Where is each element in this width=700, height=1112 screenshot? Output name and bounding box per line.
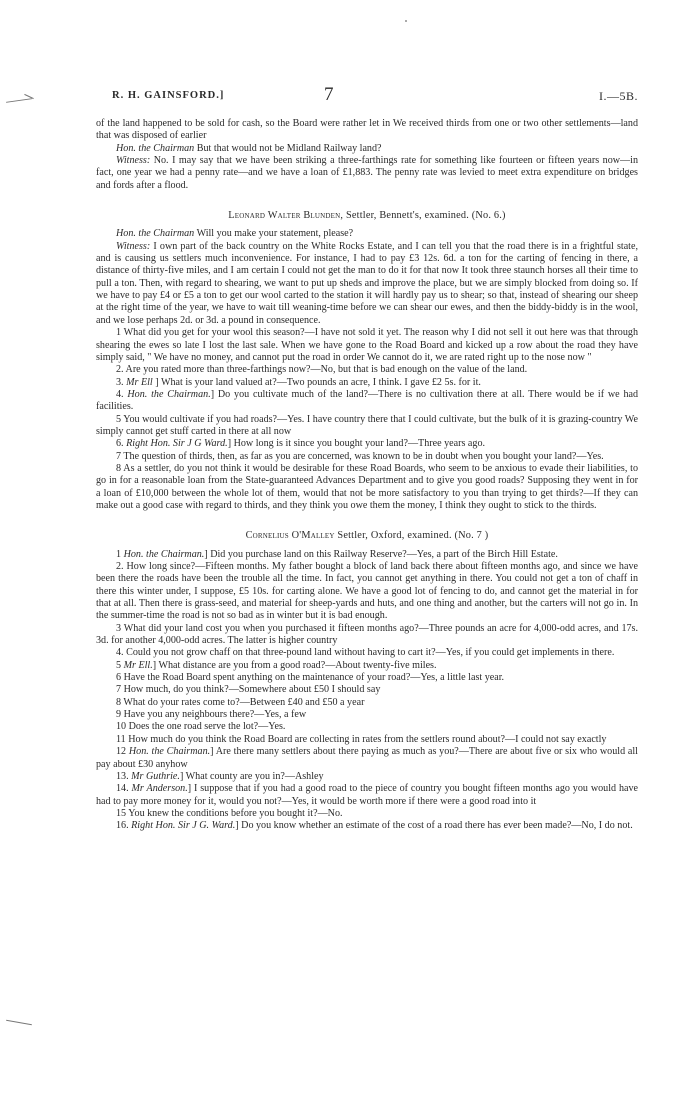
paragraph [96,549,638,561]
speaker-label: Hon. the Chairman. [127,388,211,400]
section-spacer [96,192,638,210]
speaker-label: Right Hon. Sir J G Ward. [126,438,228,450]
paragraph-text: 16. [116,820,132,832]
paragraph [96,746,638,771]
speaker-label: Hon. the Chairman [116,228,195,240]
paragraph [96,241,638,327]
paragraph-text: But that would not be Midland Railway land? [194,142,382,154]
paragraph-text: of the land happened to be sold for cash, so the Board were rather let in We received thirds from one or two other settlements—land that was disposed of earlier [96,118,638,142]
paragraph-text: 4. Could you not grow chaff on that three-pound land without having to cart it?—Yes, if you could get implements in there. [116,647,615,659]
speaker-label: Mr Ell. [123,659,153,671]
speaker-label: Mr Anderson. [131,783,188,795]
paragraph-text: ] Do you know whether an estimate of the cost of a road there has ever been made?—No, I do not. [235,820,633,832]
margin-mark-top [6,98,32,103]
paragraph [96,463,638,512]
paragraph-text: 5 You would cultivate if you had roads?—Yes. I have country there that I could cultivate, but the bulk of it is grazing-country We simply cannot get stuff carted in there at all now [96,413,638,437]
paragraph-text: 7 How much, do you think?—Somewhere about £50 I should say [116,684,381,696]
paragraph-text: ] What distance are you from a good road?—About twenty-five miles. [152,659,437,671]
paragraph [96,672,638,684]
paragraph-text: I own part of the back country on the White Rocks Estate, and I can tell you that the road there is in a frightful state, and is causing us settlers much inconvenience. For instance, I had to pay £3 12s. 6d. a ton for the carting of fencing in there, a distance of thirty-five miles, and I am certain I could not get the man to do it for that now It took three staunch horses all their time to pull a ton. Then, with regard to shearing, we want to put up sheds and improve the place, but we are simply blocked from doing so. If we have to pay £4 or £5 a ton to get our wool carted to the station it will hardly pay us to shear; so that, instead of shearing our sheep at the right time of the year, we have to wait till weaning-time before we can shear our ewes, and then the biddy-biddy is in the wool, and we lose perhaps 2d. or 3d. a pound in consequence. [96,240,638,326]
paragraph-text: ] What county are you in?—Ashley [179,770,324,782]
paragraph-text: 8 What do your rates come to?—Between £40 and £50 a year [116,696,365,708]
paragraph-text: ] How long is it since you bought your land?—Three years ago. [227,438,486,450]
paragraph [96,697,638,709]
paragraph-text: ] Did you purchase land on this Railway Reserve?—Yes, a part of the Birch Hill Estate. [204,548,558,560]
page-header [112,86,638,108]
paragraph-text: 7 The question of thirds, then, as far as you are concerned, was known to be in doubt when you bought your land?—Yes. [116,450,604,462]
speaker-label: Hon. the Chairman. [123,548,205,560]
paragraph [96,327,638,364]
paragraph-text: 1 [116,548,124,560]
paragraph [96,561,638,623]
paragraph [96,414,638,439]
paragraph-text: 13. [116,770,132,782]
paragraph-text: 14. [116,783,132,795]
paragraph-text: 6 Have the Road Board spent anything on the maintenance of your road?—Yes, a little last year. [116,672,505,684]
paragraph [96,709,638,721]
paragraph-text: 1 What did you get for your wool this season?—I have not sold it yet. The reason why I did not sell it out here was that through shearing the ewes so late I lost the last sale. When we have gone to the Road Board and kicked up a row about the road they have simply said, " We have no money, and cannot put the road in order We cannot do it, we are rated right up to the nose now " [96,327,638,363]
header-witness-reference: R. H. GAINSFORD.] [112,90,225,101]
paragraph-text: 15 You knew the conditions before you bought it?—No. [116,807,343,819]
witness-name: Cornelius O'Malley [245,530,335,542]
paragraph [96,734,638,746]
speaker-label: Witness: [116,155,151,167]
paragraph [96,623,638,648]
page-number: 7 [324,84,334,105]
testimony-sections [96,192,638,833]
scan-speck [405,20,407,22]
paragraph [96,389,638,414]
paragraph [96,808,638,820]
paragraph [96,771,638,783]
witness-heading [96,530,638,542]
paragraph [96,438,638,450]
paragraph [96,721,638,733]
paragraph [96,118,638,143]
paragraph [96,143,638,155]
document-body [96,118,638,833]
speaker-label: Mr Ell [126,376,153,388]
paragraph [96,451,638,463]
speaker-label: Right Hon. Sir J G. Ward. [131,820,236,832]
witness-description: Settler, Oxford, examined. (No. 7 ) [334,530,489,542]
speaker-label: Hon. the Chairman [116,142,195,154]
paragraph-text: 10 Does the one road serve the lot?—Yes. [116,721,286,733]
document-reference: I.—5B. [599,89,638,103]
speaker-label: Witness: [116,240,151,252]
paragraph-text: ] I suppose that if you had a good road to the piece of country you bought fifteen months ago you would have had to pay more money for it, would you not?—Yes, it would be worth more if there were a good road into it [96,783,638,807]
speaker-label: Mr Guthrie. [131,770,180,782]
paragraph-text: ] Do you cultivate much of the land?—There is no cultivation there at all. There would be if we had facilities. [96,388,639,413]
paragraph-text: ] Are there many settlers about there paying as much as you?—There are about five or six who would all pay about £30 anyhow [96,746,638,770]
section-spacer [96,512,638,530]
witness-name: Leonard Walter Blunden [228,210,341,222]
paragraph [96,364,638,376]
paragraph [96,820,638,832]
paragraph-text: 4. [116,388,128,400]
witness-heading [96,210,638,222]
paragraph-text: 3 What did your land cost you when you purchased it fifteen months ago?—Three pounds an acre for 4,000-odd acres, and 17s. 3d. for another 4,000-odd acres. The latter is higher country [96,622,638,647]
paragraph-text: 12 [116,746,129,758]
paragraph-text: 6. [116,438,127,450]
margin-mark-bottom [6,1020,32,1025]
witness-description: , Settler, Bennett's, examined. (No. 6.) [340,210,506,222]
paragraph [96,228,638,240]
paragraph-text: 2. How long since?—Fifteen months. My father bought a block of land back there about fifteen months ago, and since we have been there the roads have been the trouble all the time. In fact, you cannot get anything in there. You could not get a ton of chaff in there this winter under, I suppose, £5 10s. for carting alone. We have a good lot of fencing to do, and cannot get the material in for that at all. Then there is grass-seed, and material for sheep-yards and huts, and one thing and another, but the carters will not go in. In the summer-time the road is not so bad as in winter but it is bad enough. [96,561,638,622]
speaker-label: Hon. the Chairman. [128,746,211,758]
paragraph-text: 5 [116,659,124,671]
paragraph [96,684,638,696]
paragraph [96,647,638,659]
paragraph-text: 9 Have you any neighbours there?—Yes, a few [116,709,307,721]
paragraph-text: 8 As a settler, do you not think it would be desirable for these Road Boards, who seem to be anxious to evade their liabilities, to go in for a reasonable loan from the State-guaranteed Advances Department and to give you good roads? Supposing they went in for a loan of £10,000 between the whole lot of them, would that not be more satisfactory to you than trying to get thirds?—If they can make out a good case with regard to thirds, and they think you owe them the money, I think they ought to stick to the thirds. [96,462,638,511]
paragraph [96,783,638,808]
intro-paragraphs [96,118,638,192]
paragraph [96,377,638,389]
paragraph-text: Will you make your statement, please? [194,228,354,240]
paragraph-text: No. I may say that we have been striking a three-farthings rate for something like fourteen or fifteen years now—in fact, one year we had a penny rate—and we have a loan of £1,883. The penny rate was levied to meet extra expenditure on bridges and fords after a flood. [96,155,638,191]
paragraph [96,155,638,192]
paragraph-text: ] What is your land valued at?—Two pounds an acre, I think. I gave £2 5s. for it. [152,376,481,388]
paragraph-text: 11 How much do you think the Road Board are collecting in rates from the settlers round about?—I could not say exactly [116,733,607,745]
paragraph-text: 3. [116,376,127,388]
paragraph-text: 2. Are you rated more than three-farthings now?—No, but that is bad enough on the value of the land. [116,364,528,376]
paragraph [96,660,638,672]
